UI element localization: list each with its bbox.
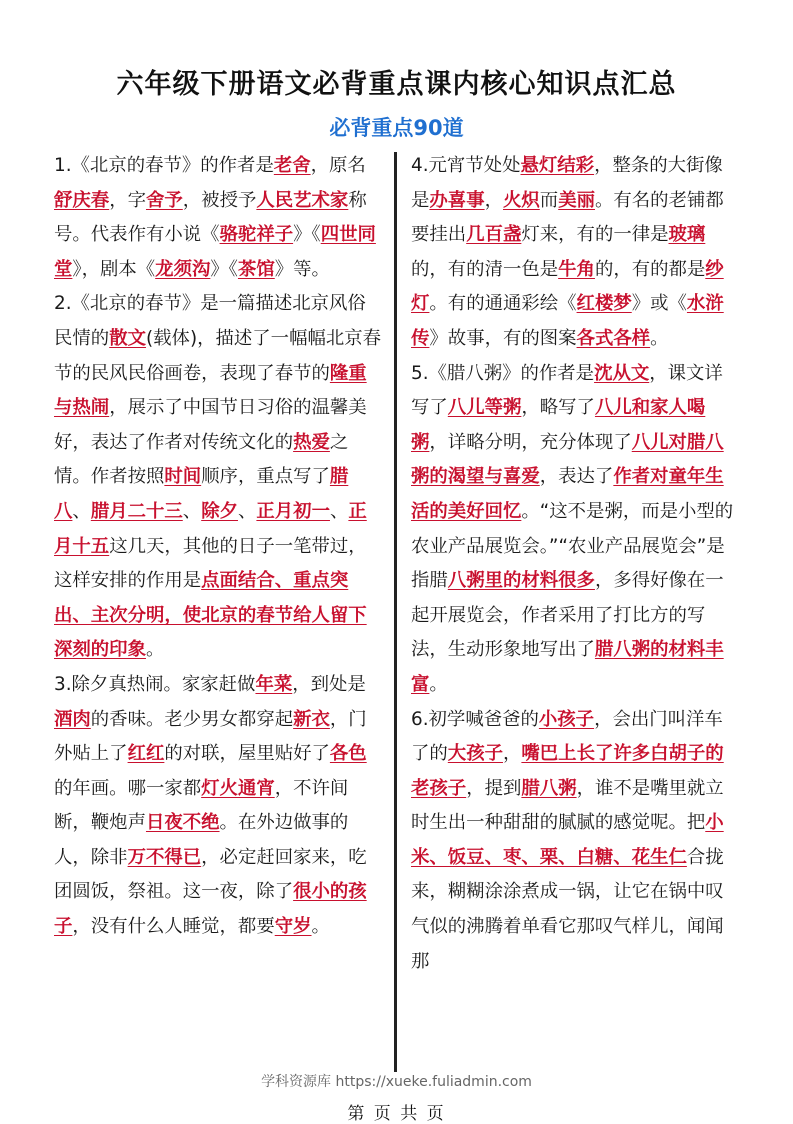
- item-text: ，被授予: [182, 189, 257, 211]
- highlighted-keyword: 热爱: [293, 431, 330, 453]
- knowledge-item: [54, 287, 384, 668]
- knowledge-item: [411, 357, 741, 703]
- highlighted-keyword: 舍予: [145, 189, 183, 211]
- column-divider: [394, 152, 397, 1072]
- item-text: ，门外贴上了: [54, 708, 367, 765]
- item-text: ，: [502, 743, 522, 765]
- highlighted-keyword: 灯火通宵: [201, 777, 275, 799]
- highlighted-keyword: 各式各样: [576, 327, 651, 349]
- highlighted-keyword: 正月十五: [54, 500, 367, 557]
- highlighted-keyword: 红红: [127, 743, 165, 765]
- item-text: 1.《北京的春节》的作者是: [54, 155, 274, 176]
- item-text: 》或《: [631, 293, 687, 315]
- knowledge-item: [411, 703, 741, 980]
- item-text: 》《: [293, 224, 321, 246]
- item-text: 》，剧本《: [72, 258, 156, 280]
- item-text: ，字: [109, 189, 146, 211]
- highlighted-keyword: 玻璃: [668, 224, 706, 246]
- item-text: ，会出门叫洋车了的: [411, 708, 723, 765]
- item-text: ，没有什么人睡觉，都要: [72, 916, 275, 938]
- item-text: 的年画。哪一家都: [54, 777, 202, 799]
- item-text: ，整条的大街像是: [411, 155, 723, 211]
- item-text: 》等。: [274, 258, 330, 280]
- highlighted-keyword: 各色: [329, 743, 367, 765]
- item-text: ，课文详写了: [411, 362, 723, 419]
- item-text: 。有的通通彩绘《: [429, 293, 577, 315]
- highlighted-keyword: 腊八粥: [521, 777, 577, 799]
- highlighted-keyword: 时间: [164, 466, 202, 488]
- item-text: 。: [311, 916, 330, 938]
- item-text: 的，有的都是: [594, 258, 706, 280]
- item-text: 之情。作者按照: [54, 431, 349, 488]
- item-text: 顺序，重点写了: [201, 466, 330, 488]
- item-text: ，多得好像在一起开展览会，作者采用了打比方的写法，生动形象地写出了: [411, 570, 724, 661]
- highlighted-keyword: 新衣: [293, 708, 330, 730]
- item-text: ，谁不是嘴里就立时生出一种甜甜的腻腻的感觉呢。把: [411, 777, 724, 834]
- item-text: 3.除夕真热闹。家家赶做: [54, 673, 256, 695]
- highlighted-keyword: 美丽: [558, 189, 595, 211]
- highlighted-keyword: 酒肉: [54, 708, 91, 730]
- highlighted-keyword: 万不得已: [127, 846, 202, 868]
- item-text: 、: [237, 500, 257, 522]
- item-text: 、: [72, 500, 91, 522]
- item-text: 而: [539, 189, 559, 211]
- left-column: [54, 149, 384, 945]
- highlighted-keyword: 水浒传: [411, 293, 724, 349]
- item-text: 4.元宵节处处: [411, 155, 521, 176]
- highlighted-keyword: 除夕: [201, 500, 238, 522]
- highlighted-keyword: 舒庆春: [54, 189, 110, 211]
- item-text: 合拢来，糊糊涂涂煮成一锅，让它在锅中叹气似的沸腾着单看它那叹气样儿，闻闻那: [411, 846, 724, 972]
- highlighted-keyword: 小孩子: [538, 708, 595, 730]
- highlighted-keyword: 办喜事: [429, 189, 485, 211]
- knowledge-item: [54, 149, 384, 287]
- item-text: ，到处是: [292, 673, 366, 695]
- highlighted-keyword: 牛角: [558, 258, 595, 280]
- item-text: 的香味。老少男女都穿起: [90, 708, 294, 730]
- item-text: 6.初学喊爸爸的: [411, 708, 539, 730]
- item-text: 5.《腊八粥》的作者是: [411, 362, 595, 384]
- item-text: ，原名: [310, 155, 366, 176]
- highlighted-keyword: 很小的孩子: [54, 881, 367, 938]
- highlighted-keyword: 骆驼祥子: [219, 224, 294, 246]
- item-text: 。: [429, 673, 448, 695]
- highlighted-keyword: 日夜不绝: [145, 812, 220, 834]
- highlighted-keyword: 腊八粥的材料丰富: [411, 639, 724, 695]
- highlighted-keyword: 八儿等粥: [447, 397, 522, 419]
- highlighted-keyword: 老舍: [273, 155, 311, 176]
- highlighted-keyword: 沈从文: [594, 362, 650, 384]
- highlighted-keyword: 腊月二十三: [90, 500, 183, 522]
- highlighted-keyword: 点面结合、重点突出、主次分明，使北京的春节给人留下深刻的印象: [54, 570, 367, 661]
- highlighted-keyword: 嘴巴上长了许多白胡子的老孩子: [411, 743, 724, 799]
- highlighted-keyword: 腊八: [54, 466, 349, 522]
- item-text: 、: [182, 500, 202, 522]
- item-text: 称号。代表作有小说《: [54, 189, 367, 246]
- highlighted-keyword: 八粥里的材料很多: [447, 570, 595, 592]
- item-text: 、: [329, 500, 349, 522]
- highlighted-keyword: 悬灯结彩: [520, 155, 595, 176]
- highlighted-keyword: 龙须沟: [155, 258, 211, 280]
- highlighted-keyword: 小米、饭豆、枣、栗、白糖、花生仁: [411, 812, 724, 868]
- highlighted-keyword: 茶馆: [237, 258, 275, 280]
- item-text: 。在外边做事的人，除非: [54, 812, 349, 868]
- footer-source-url: 学科资源库 https://xueke.fuliadmin.com: [261, 1074, 532, 1090]
- item-text: 。“这不是粥，而是小型的农业产品展览会。”“农业产品展览会”是指腊: [411, 500, 734, 592]
- page-title: 六年级下册语文必背重点课内核心知识点汇总: [116, 69, 677, 100]
- item-text: ，: [484, 189, 503, 211]
- highlighted-keyword: 四世同堂: [54, 224, 376, 280]
- highlighted-keyword: 正月初一: [256, 500, 330, 522]
- highlighted-keyword: 八儿对腊八粥的渴望与喜爱: [411, 431, 724, 488]
- item-text: ，不许间断，鞭炮声: [54, 777, 349, 834]
- item-text: 这几天，其他的日子一笔带过，这样安排的作用是: [54, 535, 367, 592]
- item-text: 的，有的清一色是: [411, 258, 559, 280]
- item-text: 。: [650, 327, 669, 349]
- item-text: ，略写了: [521, 397, 595, 419]
- item-text: 》《: [210, 258, 238, 280]
- item-text: 。有名的老铺都要挂出: [411, 189, 724, 246]
- item-text: 。: [145, 639, 165, 661]
- highlighted-keyword: 人民艺术家: [256, 189, 349, 211]
- highlighted-keyword: 八儿和家人喝粥: [411, 397, 706, 453]
- highlighted-keyword: 作者对童年生活的美好回忆: [411, 466, 724, 522]
- highlighted-keyword: 红楼梦: [576, 293, 632, 315]
- highlighted-keyword: 几百盏: [466, 224, 522, 246]
- knowledge-item: [411, 149, 741, 357]
- highlighted-keyword: 守岁: [274, 916, 312, 938]
- item-text: (载体)，描述了一幅幅北京春节的民风民俗画卷，表现了春节的: [54, 327, 382, 384]
- highlighted-keyword: 大孩子: [447, 743, 503, 765]
- item-text: ，提到: [466, 777, 522, 799]
- page-subtitle: 必背重点90道: [329, 116, 464, 140]
- highlighted-keyword: 火炽: [503, 189, 540, 211]
- footer-page-number: 第 页 共 页: [347, 1104, 446, 1124]
- item-text: 灯来，有的一律是: [521, 224, 669, 246]
- highlighted-keyword: 隆重与热闹: [54, 362, 367, 419]
- item-text: 》故事，有的图案: [429, 327, 577, 349]
- item-text: ，表达了: [539, 466, 614, 488]
- item-text: ，必定赶回家来，吃团圆饭，祭祖。这一夜，除了: [54, 846, 367, 903]
- highlighted-keyword: 年菜: [255, 673, 293, 695]
- right-column: [411, 149, 741, 979]
- item-text: 的对联，屋里贴好了: [164, 743, 330, 765]
- item-text: ，详略分明，充分体现了: [429, 431, 632, 453]
- highlighted-keyword: 散文: [109, 327, 146, 349]
- item-text: ，展示了中国节日习俗的温馨美好，表达了作者对传统文化的: [54, 397, 367, 453]
- knowledge-item: [54, 668, 384, 945]
- highlighted-keyword: 纱灯: [411, 258, 724, 315]
- item-text: 2.《北京的春节》是一篇描述北京风俗民情的: [54, 293, 366, 349]
